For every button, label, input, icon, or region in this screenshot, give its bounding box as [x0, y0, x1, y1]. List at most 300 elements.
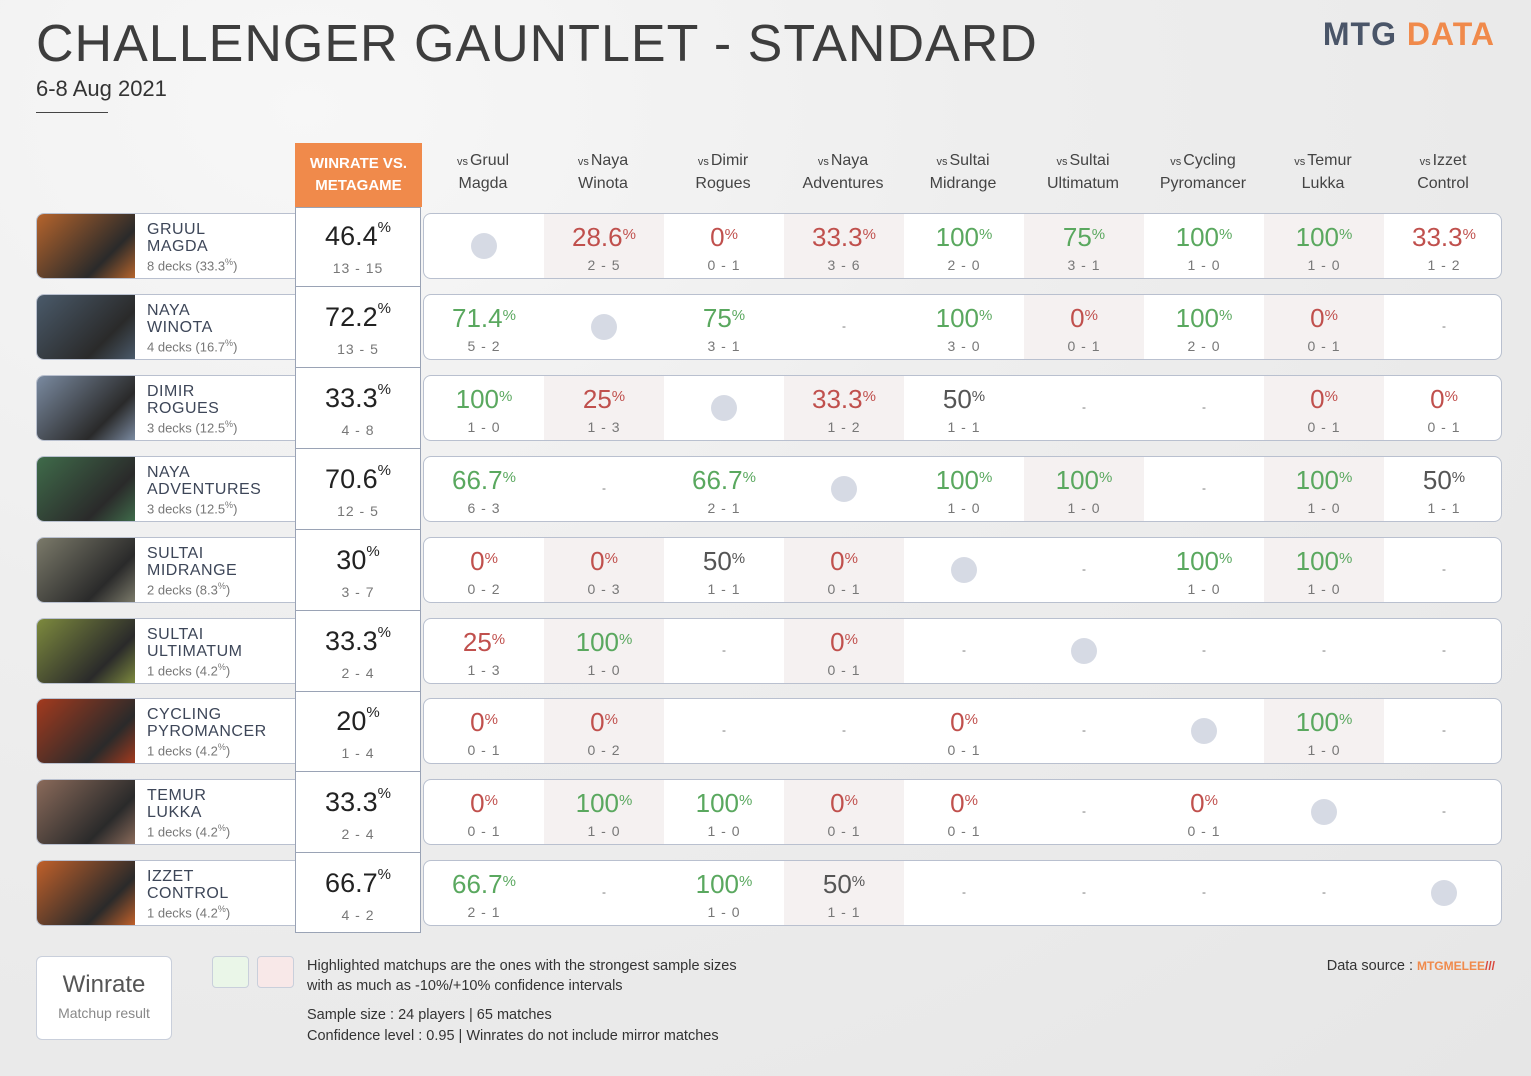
deck-row-label: [36, 698, 295, 764]
matchup-row: [423, 456, 1502, 522]
matchup-row: [423, 698, 1502, 764]
matchup-winrate: [424, 705, 544, 739]
matchup-record: 3 - 0: [947, 337, 981, 354]
matchup-winrate-number: 50: [822, 869, 852, 900]
brand-logo: [1323, 16, 1495, 53]
close-paren: ): [225, 662, 231, 678]
matchup-winrate-number: 66.7: [692, 464, 743, 495]
winrate-header-line-2: METAGAME: [315, 177, 402, 194]
matchup-winrate-number: 100: [575, 626, 620, 657]
deck-name-line-2: LUKKA: [147, 804, 202, 822]
no-data-dash: -: [1442, 642, 1446, 657]
matchup-cell: [1024, 861, 1144, 925]
deck-name-line-1: NAYA: [147, 463, 191, 481]
matchup-record: 1 - 2: [1427, 257, 1461, 273]
deck-art-image: [37, 457, 135, 521]
percent-sign: %: [739, 873, 753, 891]
matchup-record: 0 - 1: [827, 661, 861, 678]
matchup-cell: [664, 699, 784, 763]
no-data-dash: -: [1202, 642, 1206, 657]
deck-count-text: 3 decks (12.5: [147, 501, 226, 517]
percent-sign: %: [1462, 226, 1476, 243]
percent-sign: %: [225, 418, 234, 429]
matchup-winrate: [1144, 544, 1264, 578]
matchup-cell: [784, 699, 904, 763]
matchup-cell: [904, 214, 1024, 278]
matchup-cell: [664, 295, 784, 359]
matchup-record: 3 - 1: [707, 337, 741, 354]
matchup-record: 1 - 0: [1307, 742, 1341, 759]
matchup-winrate: [904, 705, 1024, 739]
percent-sign: %: [731, 549, 746, 567]
percent-sign: %: [484, 711, 498, 729]
matchup-winrate-number: 100: [455, 383, 500, 414]
matchup-winrate-number: 100: [1295, 545, 1340, 576]
no-data-dash: -: [1442, 561, 1446, 576]
percent-sign: %: [979, 468, 993, 486]
matchup-cell: [904, 780, 1024, 844]
matchup-cell: [1264, 619, 1384, 683]
column-deck-name: Temur: [1307, 152, 1352, 169]
matchup-winrate-number: 100: [1295, 222, 1340, 252]
matchup-winrate: [424, 463, 544, 497]
winrate-value: [296, 461, 420, 495]
no-data-dash: -: [722, 642, 726, 657]
percent-sign: %: [225, 499, 234, 510]
matchup-winrate: [544, 382, 664, 416]
column-archetype: Winota: [578, 175, 628, 192]
deck-count-text: 4 decks (16.7: [147, 339, 226, 355]
close-paren: ): [233, 339, 238, 355]
deck-count: [147, 338, 237, 354]
matchup-cell: [424, 457, 544, 521]
deck-art-image: [37, 376, 135, 440]
matchup-winrate: [784, 867, 904, 901]
matchup-winrate-number: 0: [830, 788, 845, 819]
deck-name-line-2: WINOTA: [147, 318, 213, 336]
matchup-winrate-number: 0: [590, 545, 605, 576]
percent-sign: %: [604, 711, 618, 729]
winrate-number: 46.4: [325, 221, 378, 251]
matchup-record: 1 - 0: [707, 904, 741, 921]
percent-sign: %: [377, 380, 391, 398]
matchup-winrate-number: 0: [950, 788, 965, 819]
deck-row-label: [36, 456, 295, 522]
winrate-number: 33.3: [325, 625, 378, 656]
mirror-match-dot: [1431, 880, 1457, 906]
deck-count: [147, 257, 237, 273]
matchup-cell: [544, 295, 664, 359]
matchup-winrate-number: 0: [1310, 302, 1325, 333]
percent-sign: %: [742, 468, 756, 486]
matchup-winrate: [424, 625, 544, 659]
deck-count: [147, 742, 230, 758]
matchup-record: 0 - 2: [467, 580, 501, 597]
matchup-cell: [1144, 376, 1264, 440]
column-header-line-1: [1263, 150, 1383, 173]
legend-note-1: Highlighted matchups are the ones with the strongest sample sizes: [307, 958, 737, 974]
winrate-record: 1 - 4: [341, 745, 375, 762]
matchup-winrate-number: 0: [830, 626, 845, 657]
matchup-winrate-number: 100: [935, 222, 980, 252]
matchup-winrate: [664, 301, 784, 335]
deck-count: [147, 823, 230, 839]
percent-sign: %: [217, 904, 226, 915]
matchup-winrate-number: 33.3: [1412, 222, 1463, 252]
matchup-cell: [1024, 780, 1144, 844]
matchup-cell: [904, 861, 1024, 925]
matchup-cell: [784, 457, 904, 521]
column-header: [543, 150, 663, 195]
vs-prefix: vs: [936, 156, 948, 168]
matchup-record: 1 - 0: [707, 823, 741, 840]
mirror-match-dot: [1311, 799, 1337, 825]
matchup-record: 0 - 2: [587, 742, 621, 759]
deck-row-label: [36, 294, 295, 360]
vs-prefix: vs: [1419, 156, 1431, 168]
matchup-winrate-number: 100: [695, 788, 740, 819]
percent-sign: %: [1084, 306, 1098, 324]
matchup-winrate-number: 50: [1422, 464, 1452, 495]
matchup-winrate-number: 25: [462, 626, 492, 657]
matchup-cell: [1024, 457, 1144, 521]
percent-sign: %: [1339, 226, 1353, 243]
winrate-number: 20: [336, 706, 367, 737]
matchup-winrate: [424, 301, 544, 335]
matchup-cell: [424, 376, 544, 440]
matchup-winrate-number: 0: [470, 707, 485, 738]
matchup-winrate: [784, 220, 904, 254]
matchup-cell: [904, 295, 1024, 359]
matchup-cell: [664, 619, 784, 683]
deck-art-image: [37, 538, 135, 602]
percent-sign: %: [377, 866, 391, 884]
deck-count-text: 1 decks (4.2: [147, 824, 218, 840]
matchup-winrate: [664, 786, 784, 820]
column-header: [1263, 150, 1383, 195]
column-archetype: Ultimatum: [1046, 175, 1119, 192]
matchup-cell: [544, 214, 664, 278]
matchup-record: 0 - 1: [947, 823, 981, 840]
matchup-winrate-number: 0: [1310, 383, 1325, 414]
matchup-cell: [1384, 457, 1504, 521]
matchup-cell: [424, 295, 544, 359]
matchup-record: 1 - 0: [587, 823, 621, 840]
matchup-cell: [904, 538, 1024, 602]
column-archetype: Control: [1417, 175, 1469, 192]
date-underline: [36, 112, 108, 113]
vs-prefix: vs: [697, 156, 709, 168]
winrate-number: 33.3: [325, 382, 378, 413]
matchup-winrate-number: 75: [1062, 222, 1092, 252]
matchup-winrate-number: 0: [950, 707, 965, 738]
winrate-number: 66.7: [325, 868, 378, 899]
matchup-row: [423, 537, 1502, 603]
percent-sign: %: [502, 306, 516, 324]
matchup-record: 0 - 1: [467, 823, 501, 840]
matchup-winrate: [1144, 786, 1264, 820]
matchup-cell: [784, 538, 904, 602]
matchup-record: 0 - 1: [827, 580, 861, 597]
matchup-record: 0 - 1: [707, 257, 741, 273]
matchup-winrate: [904, 220, 1024, 254]
percent-sign: %: [724, 226, 738, 243]
close-paren: ): [233, 501, 238, 517]
winrate-value: [296, 787, 420, 818]
deck-name-line-1: DIMIR: [147, 382, 195, 400]
deck-name-line-1: TEMUR: [147, 787, 207, 805]
column-header-line-1: [663, 150, 783, 173]
matchup-cell: [1144, 699, 1264, 763]
matchup-winrate: [664, 220, 784, 254]
matchup-winrate: [904, 382, 1024, 416]
no-data-dash: -: [722, 723, 726, 738]
matchup-cell: [1384, 619, 1504, 683]
column-archetype: Pyromancer: [1159, 175, 1247, 192]
matchup-cell: [1384, 376, 1504, 440]
winrate-value: [296, 221, 420, 252]
winrate-value: [296, 623, 420, 657]
percent-sign: %: [499, 387, 513, 405]
matchup-cell: [1024, 376, 1144, 440]
data-source: [1327, 958, 1495, 974]
matchup-winrate-number: 0: [590, 707, 605, 738]
no-data-dash: -: [1202, 480, 1206, 495]
matchup-cell: [1144, 780, 1264, 844]
winrate-record: 13 - 15: [332, 260, 384, 276]
percent-sign: %: [1444, 387, 1458, 405]
deck-name: [147, 706, 267, 740]
matchup-cell: [544, 538, 664, 602]
deck-name-line-1: IZZET: [147, 868, 194, 886]
matchup-record: 1 - 1: [1427, 499, 1461, 516]
deck-name: [147, 302, 213, 336]
matchup-record: 3 - 1: [1067, 257, 1101, 273]
winrate-record: 13 - 5: [337, 340, 379, 357]
matchup-record: 1 - 0: [1307, 499, 1341, 516]
matchup-winrate: [424, 867, 544, 901]
percent-sign: %: [622, 226, 636, 243]
vs-prefix: vs: [1170, 156, 1182, 168]
matchup-row: [423, 375, 1502, 441]
column-header-line-1: [1143, 150, 1263, 173]
matchup-record: 1 - 0: [1187, 580, 1221, 597]
metagame-winrate-cell: [296, 369, 420, 449]
percent-sign: %: [604, 549, 618, 567]
matchup-record: 1 - 2: [827, 418, 861, 435]
close-paren: ): [225, 743, 231, 759]
percent-sign: %: [377, 785, 391, 803]
column-header-line-1: [903, 150, 1023, 173]
matchup-winrate-number: 75: [702, 302, 732, 333]
matchup-record: 1 - 0: [1307, 580, 1341, 597]
winrate-record: 4 - 2: [341, 907, 375, 924]
mirror-match-dot: [831, 476, 857, 502]
column-header-line-1: [1023, 150, 1143, 173]
matchup-winrate-number: 71.4: [452, 302, 503, 333]
matchup-winrate: [904, 786, 1024, 820]
percent-sign: %: [502, 468, 516, 486]
matchup-winrate-number: 0: [470, 788, 485, 819]
column-header: [423, 150, 543, 195]
no-data-dash: -: [1202, 885, 1206, 900]
percent-sign: %: [484, 792, 498, 810]
deck-name-line-1: SULTAI: [147, 544, 204, 562]
matchup-cell: [1024, 699, 1144, 763]
percent-sign: %: [1324, 306, 1338, 324]
matchup-record: 0 - 1: [467, 742, 501, 759]
matchup-cell: [424, 861, 544, 925]
matchup-winrate: [1264, 463, 1384, 497]
column-archetype: Magda: [458, 175, 508, 192]
matchup-cell: [904, 376, 1024, 440]
deck-name: [147, 383, 219, 417]
matchup-winrate-number: 100: [1175, 545, 1220, 576]
vs-prefix: vs: [577, 156, 589, 168]
percent-sign: %: [377, 623, 391, 641]
matchup-cell: [664, 457, 784, 521]
matchup-winrate: [1384, 463, 1504, 497]
matchup-cell: [1384, 699, 1504, 763]
winrate-number: 33.3: [325, 787, 378, 818]
matchup-row: [423, 294, 1502, 360]
no-data-dash: -: [1442, 723, 1446, 738]
matchup-cell: [1264, 780, 1384, 844]
deck-art-image: [37, 214, 135, 278]
matchup-cell: [1144, 861, 1264, 925]
deck-row-label: [36, 860, 295, 926]
legend-note-2: with as much as -10%/+10% confidence intervals: [307, 978, 623, 994]
percent-sign: %: [1219, 306, 1233, 324]
matchup-winrate: [784, 625, 904, 659]
no-data-dash: -: [602, 885, 606, 900]
deck-name-line-2: MAGDA: [147, 238, 209, 255]
matchup-record: 1 - 1: [707, 580, 741, 597]
no-data-dash: -: [1442, 318, 1446, 333]
matchup-winrate: [784, 544, 904, 578]
matchup-winrate-number: 100: [1295, 464, 1340, 495]
winrate-number: 72.2: [325, 301, 378, 332]
deck-name-line-2: MIDRANGE: [147, 561, 238, 579]
matchup-record: 1 - 0: [467, 418, 501, 435]
percent-sign: %: [964, 792, 978, 810]
matchup-cell: [424, 538, 544, 602]
matchup-winrate-number: 0: [1070, 302, 1085, 333]
close-paren: ): [233, 420, 238, 436]
column-archetype: Adventures: [802, 175, 884, 192]
deck-count: [147, 500, 237, 516]
column-deck-name: Cycling: [1183, 152, 1236, 169]
matchup-winrate: [1264, 705, 1384, 739]
matchup-record: 0 - 1: [1427, 418, 1461, 435]
mirror-match-dot: [471, 233, 497, 259]
column-header: [1383, 150, 1503, 195]
matchup-record: 0 - 3: [587, 580, 621, 597]
matchup-winrate: [424, 786, 544, 820]
matchup-record: 0 - 1: [1187, 823, 1221, 840]
legend-swatch-red: [257, 956, 294, 988]
column-header-line-1: [543, 150, 663, 173]
matchup-cell: [1024, 619, 1144, 683]
deck-name: [147, 626, 242, 660]
percent-sign: %: [377, 299, 391, 317]
mirror-match-dot: [591, 314, 617, 340]
percent-sign: %: [1219, 549, 1233, 567]
legend-box: [36, 956, 172, 1040]
column-archetype: Lukka: [1301, 175, 1345, 192]
matchup-winrate: [784, 382, 904, 416]
matchup-record: 1 - 0: [1067, 499, 1101, 516]
winrate-value: [296, 299, 420, 333]
deck-name-line-2: PYROMANCER: [147, 723, 267, 741]
matchup-winrate: [1024, 220, 1144, 254]
matchup-winrate: [1264, 220, 1384, 254]
deck-name-line-2: CONTROL: [147, 885, 229, 903]
percent-sign: %: [862, 387, 876, 405]
deck-name-line-1: CYCLING: [147, 706, 222, 724]
deck-name-line-2: ADVENTURES: [147, 480, 262, 498]
winrate-record: 4 - 8: [341, 421, 375, 438]
percent-sign: %: [377, 219, 391, 236]
sample-size-note: Sample size : 24 players | 65 matches: [307, 1007, 552, 1023]
deck-name: [147, 868, 229, 902]
matchup-cell: [544, 780, 664, 844]
matchup-record: 1 - 0: [587, 661, 621, 678]
winrate-number: 30: [336, 544, 367, 575]
column-header: [1023, 150, 1143, 195]
no-data-dash: -: [1082, 885, 1086, 900]
matchup-cell: [1144, 619, 1264, 683]
winrate-value: [296, 868, 420, 899]
matchup-winrate-number: 0: [470, 545, 485, 576]
matchup-winrate-number: 100: [935, 464, 980, 495]
close-paren: ): [233, 258, 238, 274]
event-date: 6-8 Aug 2021: [36, 76, 167, 101]
mirror-match-dot: [1191, 718, 1217, 744]
vs-prefix: vs: [817, 156, 829, 168]
no-data-dash: -: [962, 885, 966, 900]
matchup-record: 1 - 3: [587, 418, 621, 435]
column-archetype: Rogues: [695, 175, 751, 192]
percent-sign: %: [851, 873, 866, 891]
matchup-winrate-number: 33.3: [812, 222, 863, 252]
winrate-value: [296, 706, 420, 737]
percent-sign: %: [217, 580, 226, 591]
close-paren: ): [225, 905, 231, 921]
matchup-winrate: [904, 301, 1024, 335]
matchup-winrate-number: 50: [942, 383, 972, 414]
matchup-record: 0 - 1: [1067, 337, 1101, 354]
matchup-cell: [1264, 214, 1384, 278]
deck-count: [147, 662, 230, 678]
percent-sign: %: [611, 387, 626, 405]
matchup-winrate-number: 100: [695, 869, 740, 900]
winrate-header-line-1: WINRATE VS.: [309, 155, 408, 172]
percent-sign: %: [979, 226, 993, 243]
no-data-dash: -: [1082, 399, 1086, 414]
matchup-record: 1 - 0: [947, 499, 981, 516]
column-header-line-1: [423, 150, 543, 173]
percent-sign: %: [844, 549, 858, 567]
matchup-winrate-number: 0: [830, 545, 845, 576]
matchup-winrate-number: 50: [702, 545, 732, 576]
matchup-winrate-number: 100: [575, 788, 620, 819]
matchup-winrate-number: 100: [1055, 464, 1100, 495]
matchup-record: 1 - 1: [827, 904, 861, 921]
deck-count-text: 3 decks (12.5: [147, 420, 226, 436]
matchup-winrate-number: 66.7: [452, 464, 503, 495]
matchup-record: 1 - 0: [1187, 257, 1221, 273]
